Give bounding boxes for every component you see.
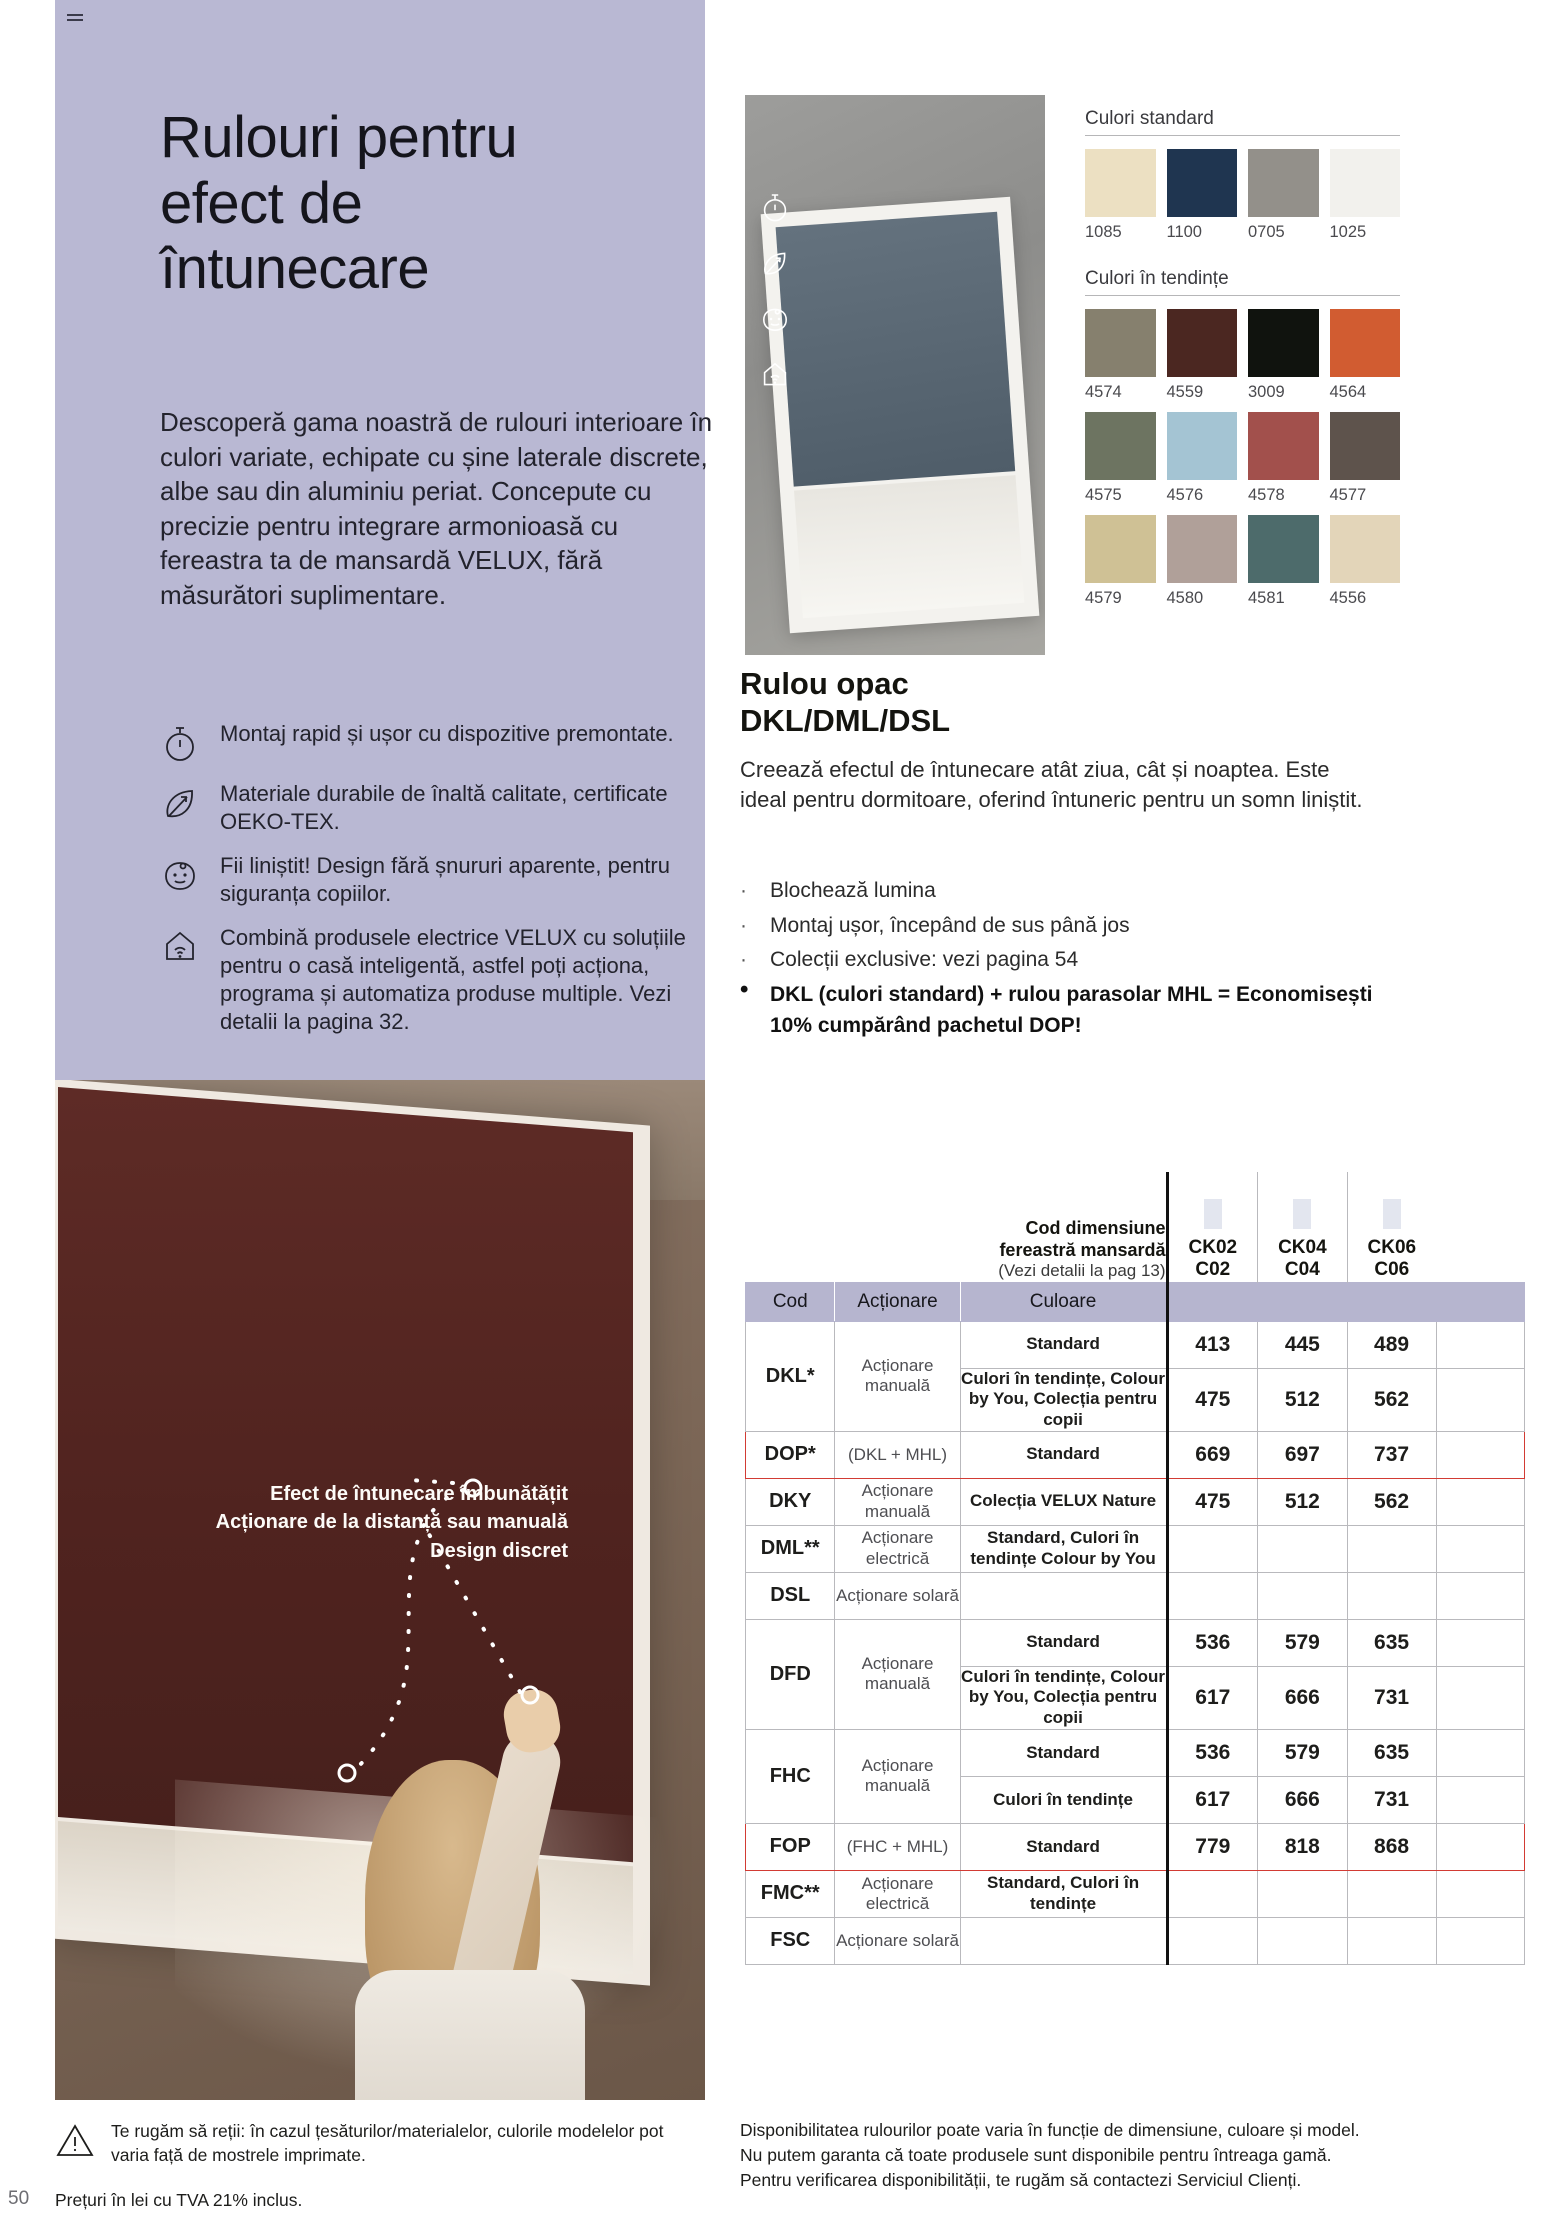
swatch-code: 4556 [1329, 589, 1367, 607]
product-bullet [740, 975, 1380, 1042]
table-cell-price: 445 [1258, 1321, 1347, 1368]
table-cell-colour: Standard [960, 1619, 1167, 1666]
swatch-chip [1167, 412, 1238, 480]
table-cell-overflow [1436, 1478, 1524, 1525]
page-title-line-1: Rulouri pentru [160, 105, 518, 170]
swatch-code: 4575 [1085, 486, 1122, 504]
table-cell-price: 579 [1258, 1729, 1347, 1776]
table-cell-overflow [1436, 1525, 1524, 1572]
table-cell-price: 737 [1347, 1431, 1436, 1478]
table-cell-price: 475 [1167, 1478, 1258, 1525]
size-col-top: CK02 [1188, 1236, 1238, 1258]
table-cell-price: 779 [1167, 1823, 1258, 1870]
table-cell-price [1167, 1572, 1258, 1619]
swatch-code: 4577 [1329, 486, 1367, 504]
page-title-line-3: întunecare [160, 236, 430, 302]
table-cell-action: Acționare manuală [835, 1619, 960, 1729]
table-cell-overflow [1436, 1729, 1524, 1776]
band-label-colour: Culoare [960, 1282, 1167, 1321]
table-cell-colour: Standard [960, 1431, 1167, 1478]
swatch-chip [1085, 149, 1156, 217]
feature-item [160, 780, 700, 836]
size-column-header-overflow [1436, 1172, 1524, 1282]
footer-availability [740, 2118, 1540, 2193]
swatch-chip [1330, 412, 1401, 480]
product-title [740, 665, 1360, 739]
size-col-top: CK04 [1278, 1236, 1327, 1258]
child-face-icon [160, 852, 220, 896]
table-row [746, 1917, 1525, 1964]
table-cell-overflow [1436, 1776, 1524, 1823]
product-title-line-1: Rulou opac [740, 666, 909, 701]
availability-line-1: Disponibilitatea rulourilor poate varia în funcție de dimensiune, culoare și model. [740, 2120, 1360, 2140]
size-col-bottom: C06 [1374, 1259, 1410, 1281]
photo-caption [168, 1480, 568, 1565]
swatch-cell [1085, 412, 1156, 505]
size-col-top: CK06 [1367, 1236, 1417, 1258]
table-cell-action: (FHC + MHL) [835, 1823, 960, 1870]
page-title-line-2: efect de [160, 170, 363, 236]
swatch-cell [1085, 309, 1156, 402]
spacer-cell-code [746, 1172, 835, 1282]
swatch-code: 4578 [1248, 486, 1285, 504]
swatch-group-standard-heading: Culori standard [1085, 108, 1400, 136]
swatch-code: 4580 [1166, 589, 1204, 607]
swatch-code: 1100 [1166, 223, 1202, 241]
swatch-code: 4579 [1085, 589, 1122, 607]
swatch-chip [1248, 309, 1319, 377]
band-spacer-3 [1347, 1282, 1436, 1321]
product-description: Creează efectul de întunecare atât ziua, cât și noaptea. Este ideal pentru dormitoare, oferind întuneric pentru un somn liniștit. [740, 757, 1363, 813]
product-window-glass [794, 475, 1024, 618]
footer-left [55, 2120, 695, 2211]
swatch-chip [1085, 412, 1156, 480]
feature-item-label: Fii liniștit! Design fără șnururi aparente, pentru siguranța copiilor. [220, 852, 670, 906]
table-cell-action: Acționare electrică [835, 1525, 960, 1572]
table-cell-code [746, 1321, 835, 1431]
table-cell-colour: Culori în tendințe [960, 1776, 1167, 1823]
table-cell-colour: Culori în tendințe, Colour by You, Colecția pentru copii [960, 1666, 1167, 1729]
swatch-code: 1085 [1085, 223, 1122, 241]
table-cell-price: 818 [1258, 1823, 1347, 1870]
table-cell-price: 617 [1167, 1776, 1258, 1823]
table-cell-code [746, 1619, 835, 1729]
swatch-cell [1330, 309, 1401, 402]
swatch-chip [1085, 515, 1156, 583]
table-cell-price [1258, 1525, 1347, 1572]
swatch-cell [1248, 515, 1319, 608]
swatch-code: 4576 [1166, 486, 1204, 504]
feature-item [160, 720, 700, 764]
swatch-cell [1167, 412, 1238, 505]
table-cell-price: 512 [1258, 1478, 1347, 1525]
bullet-marker-icon: · [740, 948, 747, 971]
swatch-code: 4581 [1248, 589, 1285, 607]
availability-line-2: Nu putem garanta că toate produsele sunt disponibile pentru întreaga gamă. [740, 2144, 1332, 2165]
availability-line-3: Pentru verificarea disponibilității, te rugăm să contactezi Serviciul Clienți. [740, 2169, 1302, 2190]
table-cell-overflow [1436, 1870, 1524, 1917]
table-cell-overflow [1436, 1917, 1524, 1964]
table-cell-colour: Standard, Culori în tendințe Colour by You [960, 1525, 1167, 1572]
swatch-cell [1167, 149, 1238, 242]
swatch-code: 4574 [1085, 383, 1122, 401]
table-cell-colour [960, 1572, 1167, 1619]
product-bullet-list [740, 875, 1380, 1045]
band-label-action: Acționare [835, 1282, 960, 1321]
swatch-cell [1085, 149, 1156, 242]
table-cell-price: 666 [1258, 1776, 1347, 1823]
product-code: DSL [770, 1584, 811, 1607]
product-code: DML** [760, 1537, 820, 1560]
swatch-cell [1085, 515, 1156, 608]
table-cell-action: Acționare solară [835, 1572, 960, 1619]
swatch-grid-trend [1085, 309, 1400, 618]
swatch-cell [1330, 412, 1401, 505]
table-cell-price [1167, 1917, 1258, 1964]
swatch-chip [1248, 149, 1319, 217]
price-table [745, 1172, 1525, 1965]
product-code: DOP* [764, 1443, 816, 1466]
product-blind-fabric [776, 212, 1016, 487]
swatch-group-trend [1085, 268, 1400, 618]
window-size-icon [1383, 1199, 1401, 1229]
table-cell-action: Acționare electrică [835, 1870, 960, 1917]
size-col-bottom: C02 [1195, 1259, 1231, 1281]
table-cell-colour [960, 1917, 1167, 1964]
smart-home-icon [759, 358, 791, 392]
table-cell-price [1347, 1525, 1436, 1572]
feature-item [160, 924, 700, 1036]
product-photo-icon-strip [759, 190, 791, 392]
smart-home-icon [160, 924, 220, 968]
room-photo [55, 1080, 705, 2100]
table-cell-action: Acționare manuală [835, 1729, 960, 1823]
size-column-header-ck06 [1347, 1172, 1436, 1282]
table-cell-price [1258, 1870, 1347, 1917]
child-face-icon [759, 302, 791, 336]
swatch-cell [1248, 309, 1319, 402]
table-cell-code [746, 1478, 835, 1525]
table-cell-overflow [1436, 1321, 1524, 1368]
bullet-marker-icon: • [740, 975, 749, 1003]
table-row [746, 1823, 1525, 1870]
table-cell-overflow [1436, 1572, 1524, 1619]
table-cell-colour: Standard, Culori în tendințe [960, 1870, 1167, 1917]
product-window-frame [761, 197, 1040, 633]
table-row [746, 1321, 1525, 1368]
price-table-body [746, 1321, 1525, 1964]
swatch-chip [1330, 309, 1401, 377]
table-cell-price: 512 [1258, 1368, 1347, 1431]
table-cell-price [1347, 1917, 1436, 1964]
swatch-group-trend-heading: Culori în tendințe [1085, 268, 1400, 296]
table-cell-overflow [1436, 1823, 1524, 1870]
table-row [746, 1619, 1525, 1666]
leaf-icon [759, 246, 791, 280]
footer-warning [55, 2120, 695, 2168]
table-cell-price: 489 [1347, 1321, 1436, 1368]
table-cell-price: 731 [1347, 1666, 1436, 1729]
swatch-cell [1248, 149, 1319, 242]
table-cell-price: 536 [1167, 1729, 1258, 1776]
swatch-code: 4559 [1166, 383, 1204, 401]
swatch-code: 0705 [1248, 223, 1285, 241]
table-cell-price: 731 [1347, 1776, 1436, 1823]
window-size-icon [1204, 1199, 1222, 1229]
product-code: DKL* [765, 1364, 815, 1387]
band-spacer-4 [1436, 1282, 1524, 1321]
swatch-cell [1330, 515, 1401, 608]
swatch-grid-standard [1085, 149, 1400, 252]
table-cell-price: 669 [1167, 1431, 1258, 1478]
swatch-code: 1025 [1329, 223, 1367, 241]
table-cell-price: 536 [1167, 1619, 1258, 1666]
table-row [746, 1431, 1525, 1478]
table-cell-price: 475 [1167, 1368, 1258, 1431]
table-cell-colour: Standard [960, 1321, 1167, 1368]
price-table-size-header-row [746, 1172, 1525, 1282]
table-cell-price [1347, 1572, 1436, 1619]
swatch-chip [1167, 149, 1238, 217]
intro-panel [55, 0, 713, 1080]
footer-warning-text: Te rugăm să reții: în cazul țesăturilor/materialelor, culorile modelelor pot varia față de mostrele imprimate. [111, 2121, 664, 2165]
feature-item-label: Montaj rapid și ușor cu dispozitive premontate. [220, 721, 674, 746]
table-cell-action: Acționare manuală [835, 1478, 960, 1525]
bullet-marker-icon: · [740, 879, 747, 902]
table-cell-code [746, 1823, 835, 1870]
swatch-cell [1248, 412, 1319, 505]
table-cell-price: 635 [1347, 1619, 1436, 1666]
size-column-header-ck04 [1258, 1172, 1347, 1282]
product-code: FOP [769, 1835, 811, 1858]
feature-item-label: Combină produsele electrice VELUX cu soluțiile pentru o casă inteligentă, astfel poți acționa, programa și automatiza produse multiple. Vezi detalii la pagina 32. [220, 924, 686, 1034]
table-cell-price: 697 [1258, 1431, 1347, 1478]
swatch-cell [1167, 515, 1238, 608]
table-cell-price: 617 [1167, 1666, 1258, 1729]
table-cell-overflow [1436, 1431, 1524, 1478]
band-spacer-2 [1258, 1282, 1347, 1321]
table-cell-colour: Standard [960, 1729, 1167, 1776]
swatch-chip [1248, 412, 1319, 480]
product-code: FSC [770, 1929, 811, 1952]
swatch-chip [1330, 149, 1401, 217]
table-cell-code [746, 1917, 835, 1964]
photo-caption-line-2: Acționare de la distanță sau manuală [215, 1511, 568, 1534]
table-cell-colour: Colecția VELUX Nature [960, 1478, 1167, 1525]
leaf-icon [160, 780, 220, 824]
table-cell-overflow [1436, 1619, 1524, 1666]
table-cell-code [746, 1572, 835, 1619]
table-cell-price: 413 [1167, 1321, 1258, 1368]
table-cell-colour: Standard [960, 1823, 1167, 1870]
warning-triangle-icon [55, 2120, 97, 2163]
product-code: DFD [769, 1662, 811, 1685]
table-cell-code [746, 1729, 835, 1823]
table-cell-colour: Culori în tendințe, Colour by You, Colecția pentru copii [960, 1368, 1167, 1431]
table-cell-price: 635 [1347, 1729, 1436, 1776]
table-cell-price [1167, 1525, 1258, 1572]
table-cell-price: 562 [1347, 1368, 1436, 1431]
table-cell-action: (DKL + MHL) [835, 1431, 960, 1478]
product-code: FMC** [760, 1882, 820, 1905]
size-header-bold: Cod dimensiune fereastră mansardă [999, 1217, 1166, 1260]
swatch-chip [1248, 515, 1319, 583]
table-cell-action: Acționare solară [835, 1917, 960, 1964]
table-cell-overflow [1436, 1666, 1524, 1729]
photo-child [355, 1640, 645, 2100]
product-bullet-label: Montaj ușor, începând de sus până jos [770, 913, 1130, 937]
price-table-band-row [746, 1282, 1525, 1321]
table-cell-code [746, 1431, 835, 1478]
table-cell-action: Acționare manuală [835, 1321, 960, 1431]
swatch-chip [1330, 515, 1401, 583]
product-code: DKY [769, 1490, 812, 1513]
product-code: FHC [769, 1764, 811, 1787]
table-cell-code [746, 1525, 835, 1572]
table-cell-price: 868 [1347, 1823, 1436, 1870]
table-cell-price [1347, 1870, 1436, 1917]
table-cell-code [746, 1870, 835, 1917]
page-title [160, 105, 700, 302]
size-column-header-ck02 [1167, 1172, 1258, 1282]
band-label-code: Cod [746, 1282, 835, 1321]
swatch-code: 3009 [1248, 383, 1285, 401]
swatch-chip [1167, 515, 1238, 583]
feature-item [160, 852, 700, 908]
table-cell-price: 579 [1258, 1619, 1347, 1666]
table-row [746, 1525, 1525, 1572]
photo-child-shirt [355, 1970, 585, 2100]
size-header-note: (Vezi detalii la pag 13) [998, 1261, 1166, 1281]
product-bullet-label: Blochează lumina [770, 879, 936, 902]
product-bullet [740, 875, 1380, 907]
window-size-icon [1293, 1199, 1311, 1229]
product-title-line-2: DKL/DML/DSL [740, 703, 951, 739]
corner-mark-icon [67, 14, 83, 24]
swatch-chip [1167, 309, 1238, 377]
table-row [746, 1478, 1525, 1525]
spacer-cell-action [835, 1172, 960, 1282]
size-header-label [960, 1172, 1167, 1282]
table-cell-price [1258, 1917, 1347, 1964]
photo-caption-line-3: Design discret [430, 1539, 568, 1562]
table-cell-price: 562 [1347, 1478, 1436, 1525]
product-bullet [740, 910, 1380, 942]
table-cell-overflow [1436, 1368, 1524, 1431]
page-number: 50 [8, 2188, 30, 2209]
swatch-code: 4564 [1329, 383, 1367, 401]
product-bullet [740, 944, 1380, 976]
bullet-marker-icon: · [740, 913, 747, 937]
stopwatch-icon [759, 190, 791, 224]
feature-list [160, 720, 700, 1052]
table-cell-price [1167, 1870, 1258, 1917]
swatch-cell [1330, 149, 1401, 242]
product-photo [745, 95, 1045, 655]
price-table-head [746, 1172, 1525, 1321]
swatch-cell [1167, 309, 1238, 402]
product-bullet-label: DKL (culori standard) + rulou parasolar MHL = Economisești 10% cumpărând pachetul DOP! [770, 982, 1373, 1037]
table-row [746, 1572, 1525, 1619]
product-bullet-label: Colecții exclusive: vezi pagina 54 [770, 948, 1079, 971]
table-row [746, 1870, 1525, 1917]
feature-item-label: Materiale durabile de înaltă calitate, certificate OEKO-TEX. [220, 781, 668, 834]
table-cell-price: 666 [1258, 1666, 1347, 1729]
size-col-bottom: C04 [1284, 1259, 1320, 1281]
table-cell-price [1258, 1572, 1347, 1619]
photo-caption-line-1: Efect de întunecare îmbunătățit [270, 1483, 568, 1505]
band-spacer-1 [1167, 1282, 1258, 1321]
swatch-group-standard [1085, 108, 1400, 252]
footer-prices-note: Prețuri în lei cu TVA 21% inclus. [55, 2189, 303, 2210]
stopwatch-icon [160, 720, 220, 764]
swatch-chip [1085, 309, 1156, 377]
table-row [746, 1729, 1525, 1776]
intro-paragraph: Descoperă gama noastră de rulouri interioare în culori variate, echipate cu șine laterale discrete, albe sau din aluminiu periat. Concepute cu precizie pentru integrare armonioasă cu fereastra ta de mansardă VELUX, fără măsurători suplimentare. [160, 407, 713, 610]
